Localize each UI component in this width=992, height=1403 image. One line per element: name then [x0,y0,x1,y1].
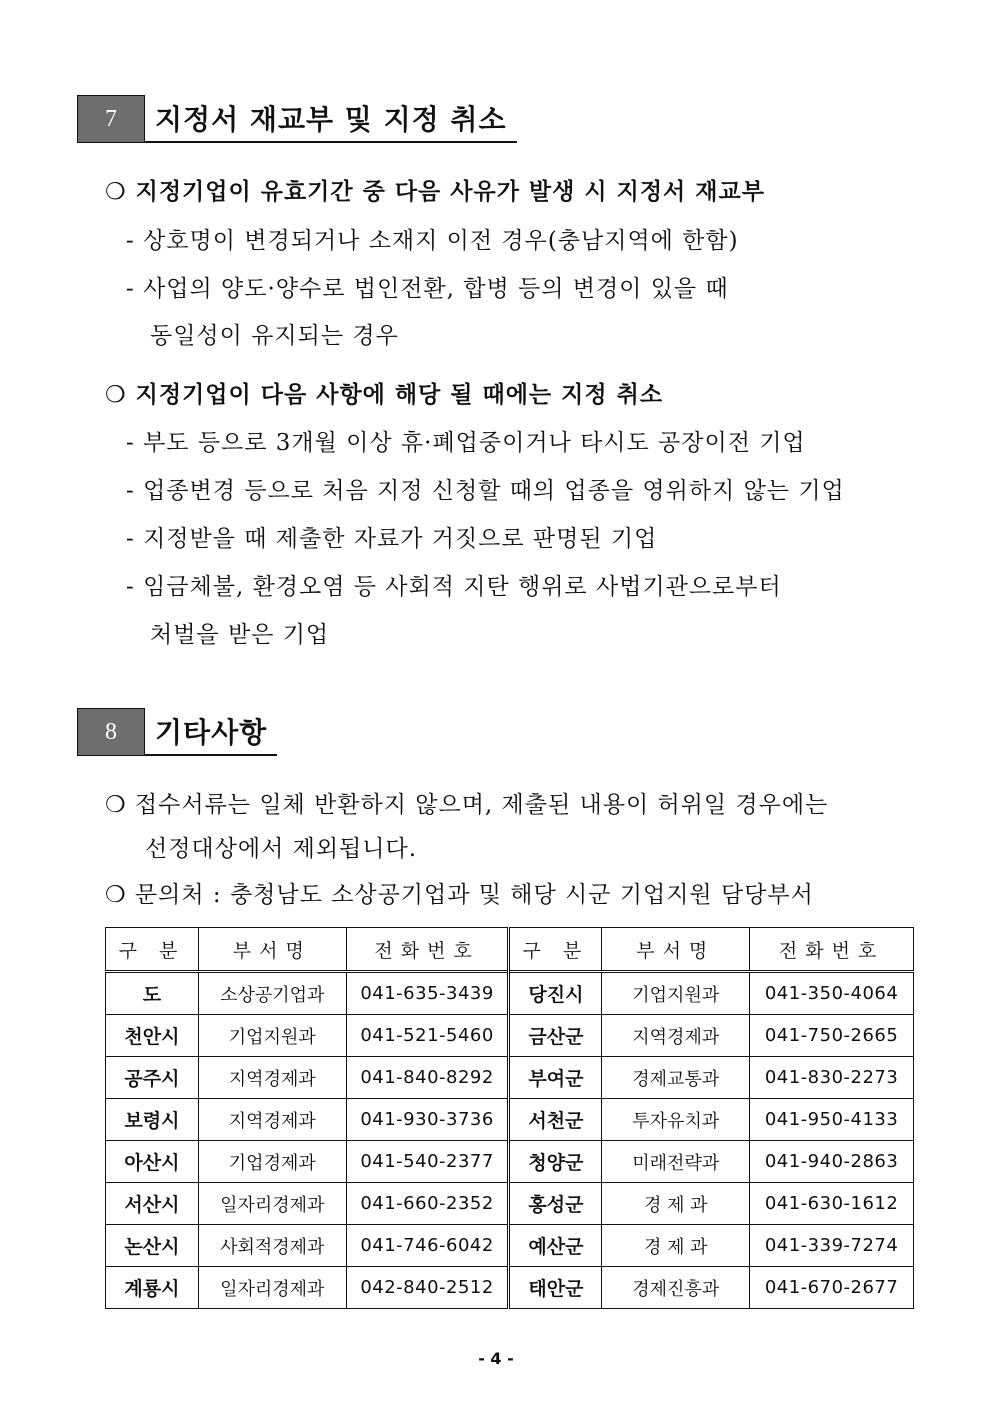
table-row [106,1267,914,1309]
phone-cell: 042-840-2512 [346,1267,509,1309]
phone-cell: 041-660-2352 [346,1183,509,1225]
phone-cell: 041-940-2863 [750,1141,914,1183]
table-row [106,1015,914,1057]
region-cell: 홍성군 [509,1183,602,1225]
department-cell: 투자유치과 [602,1099,750,1141]
department-cell: 지역경제과 [602,1015,750,1057]
region-cell: 보령시 [106,1099,199,1141]
section-7-bullet-1: ❍ 지정기업이 유효기간 중 다음 사유가 발생 시 지정서 재교부 [105,179,765,205]
department-cell: 기업경제과 [198,1141,346,1183]
department-cell: 경 제 과 [602,1183,750,1225]
section-8-title: 기타사항 [145,708,277,756]
region-cell: 공주시 [106,1057,199,1099]
phone-cell: 041-950-4133 [750,1099,914,1141]
region-cell: 부여군 [509,1057,602,1099]
phone-cell: 041-930-3736 [346,1099,509,1141]
table-row [106,1057,914,1099]
section-7-cancel-item-4-cont: 처벌을 받은 기업 [150,622,330,648]
section-8-number: 8 [77,708,145,756]
section-7-cancel-item-3: - 지정받을 때 제출한 자료가 거짓으로 판명된 기업 [126,526,658,552]
phone-cell: 041-830-2273 [750,1057,914,1099]
department-cell: 경제교통과 [602,1057,750,1099]
region-cell: 당진시 [509,972,602,1015]
phone-cell: 041-840-8292 [346,1057,509,1099]
region-cell: 서산시 [106,1183,199,1225]
phone-cell: 041-635-3439 [346,972,509,1015]
department-cell: 일자리경제과 [198,1183,346,1225]
region-cell: 금산군 [509,1015,602,1057]
table-row [106,1225,914,1267]
section-7-cancel-item-1: - 부도 등으로 3개월 이상 휴·폐업중이거나 타시도 공장이전 기업 [126,430,806,456]
section-7-item-2-cont: 동일성이 유지되는 경우 [150,323,399,349]
phone-cell: 041-521-5460 [346,1015,509,1057]
section-8-bullet-2: ❍ 문의처 : 충청남도 소상공기업과 및 해당 시군 기업지원 담당부서 [105,882,814,908]
section-7-cancel-item-4: - 임금체불, 환경오염 등 사회적 지탄 행위로 사법기관으로부터 [126,574,782,600]
phone-cell: 041-630-1612 [750,1183,914,1225]
table-row [106,1183,914,1225]
region-cell: 논산시 [106,1225,199,1267]
section-7-bullet-2: ❍ 지정기업이 다음 사항에 해당 될 때에는 지정 취소 [105,382,664,408]
header-region: 구 분 [509,928,602,972]
region-cell: 청양군 [509,1141,602,1183]
region-cell: 천안시 [106,1015,199,1057]
department-cell: 소상공기업과 [198,972,346,1015]
section-7-cancel-item-2: - 업종변경 등으로 처음 지정 신청할 때의 업종을 영위하지 않는 기업 [126,478,845,504]
phone-cell: 041-670-2677 [750,1267,914,1309]
section-8-bullet-1-cont: 선정대상에서 제외됩니다. [145,836,418,862]
region-cell: 계룡시 [106,1267,199,1309]
department-cell: 미래전략과 [602,1141,750,1183]
header-department: 부서명 [198,928,346,972]
phone-cell: 041-339-7274 [750,1225,914,1267]
header-region: 구 분 [106,928,199,972]
table-row [106,1099,914,1141]
table-row [106,972,914,1015]
phone-cell: 041-750-2665 [750,1015,914,1057]
region-cell: 도 [106,972,199,1015]
department-cell: 경 제 과 [602,1225,750,1267]
region-cell: 예산군 [509,1225,602,1267]
section-8-header [77,708,277,756]
page-number: - 4 - [478,1349,514,1368]
phone-cell: 041-746-6042 [346,1225,509,1267]
department-cell: 기업지원과 [602,972,750,1015]
phone-cell: 041-350-4064 [750,972,914,1015]
section-7-header [77,95,517,143]
region-cell: 아산시 [106,1141,199,1183]
department-cell: 사회적경제과 [198,1225,346,1267]
department-cell: 경제진흥과 [602,1267,750,1309]
phone-cell: 041-540-2377 [346,1141,509,1183]
department-cell: 일자리경제과 [198,1267,346,1309]
contact-table [105,927,914,1309]
department-cell: 지역경제과 [198,1099,346,1141]
region-cell: 태안군 [509,1267,602,1309]
department-cell: 지역경제과 [198,1057,346,1099]
header-phone: 전화번호 [346,928,509,972]
table-row [106,1141,914,1183]
section-7-item-2: - 사업의 양도·양수로 법인전환, 합병 등의 변경이 있을 때 [126,276,729,302]
region-cell: 서천군 [509,1099,602,1141]
section-8-bullet-1: ❍ 접수서류는 일체 반환하지 않으며, 제출된 내용이 허위일 경우에는 [105,792,829,818]
header-phone: 전화번호 [750,928,914,972]
section-7-item-1: - 상호명이 변경되거나 소재지 이전 경우(충남지역에 한함) [126,228,739,254]
section-7-title: 지정서 재교부 및 지정 취소 [145,95,517,143]
department-cell: 기업지원과 [198,1015,346,1057]
header-department: 부서명 [602,928,750,972]
section-7-number: 7 [77,95,145,143]
table-header-row [106,928,914,972]
